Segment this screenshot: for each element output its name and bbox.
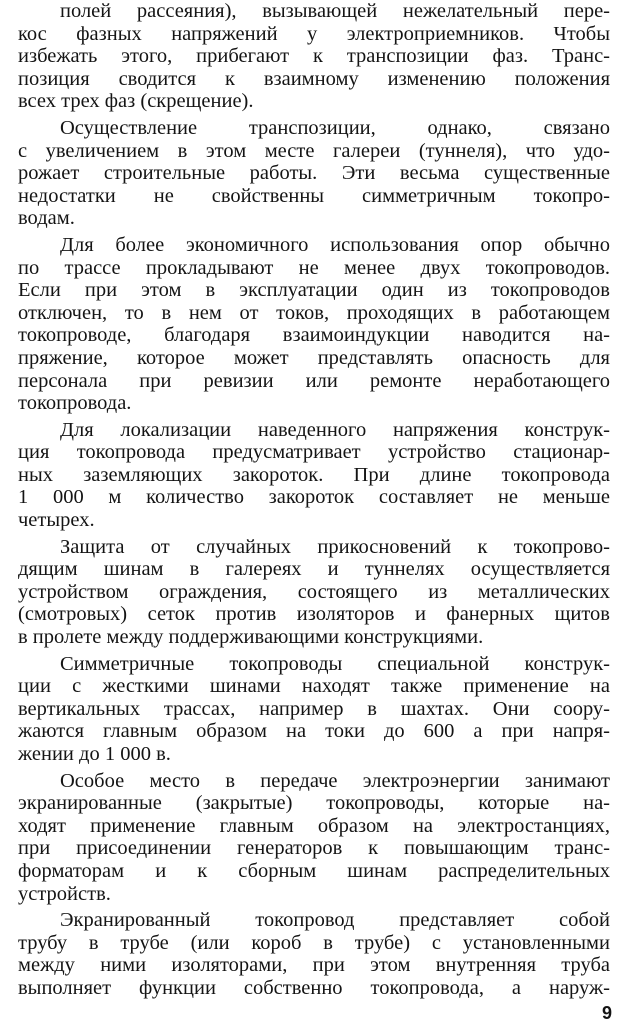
paragraph xyxy=(18,234,610,415)
paragraph xyxy=(18,419,610,532)
text-line: Особое место в передаче электроэнергии занимают xyxy=(60,769,610,792)
text-line: водам. xyxy=(18,207,75,230)
text-line: ции с жесткими шинами находят также применение на xyxy=(18,675,610,698)
text-line: трубу в трубе (или короб в трубе) с установленными xyxy=(18,931,610,954)
text-line: (смотровых) сеток против изоляторов и фанерных щитов xyxy=(18,603,610,626)
text-line: ция токопровода предусматривает устройство стационар- xyxy=(18,441,610,464)
text-line: с увеличением в этом месте галереи (туннеля), что удо- xyxy=(18,139,610,162)
text-line: выполняет функции собственно токопровода, а наруж- xyxy=(18,976,610,999)
text-line: Симметричные токопроводы специальной конструк- xyxy=(60,652,610,675)
text-line: пряжение, которое может представлять опасность для xyxy=(18,346,610,369)
text-line: устройством ограждения, состоящего из металлических xyxy=(18,580,610,603)
text-line: в пролете между поддерживающими конструкциями. xyxy=(18,626,484,649)
text-line: форматорам и к сборным шинам распределительных xyxy=(18,859,610,882)
text-line: устройств. xyxy=(18,882,111,905)
text-line: Для локализации наведенного напряжения конструк- xyxy=(60,418,610,441)
paragraph xyxy=(18,117,610,230)
page-body xyxy=(18,0,610,1004)
text-line: экранированные (закрытые) токопроводы, которые на- xyxy=(18,792,610,815)
text-line: дящим шинам в галереях и туннелях осуществляется xyxy=(18,558,610,581)
text-line: между ними изоляторами, при этом внутренняя труба xyxy=(18,954,610,977)
text-line: ных заземляющих закороток. При длине токопровода xyxy=(18,463,610,486)
text-line: токопровода. xyxy=(18,392,132,415)
text-line: рожает строительные работы. Эти весьма существенные xyxy=(18,162,610,185)
text-line: персонала при ревизии или ремонте неработающего xyxy=(18,369,610,392)
text-line: токопроводе, благодаря взаимоиндукции наводится на- xyxy=(18,324,610,347)
text-line: Если при этом в эксплуатации один из токопроводов xyxy=(18,279,610,302)
text-line: Защита от случайных прикосновений к токопрово- xyxy=(60,535,610,558)
text-line: при присоединении генераторов к повышающим транс- xyxy=(18,837,610,860)
text-line: отключен, то в нем от токов, проходящих в работающем xyxy=(18,301,610,324)
text-line: жении до 1 000 в. xyxy=(18,743,171,765)
page-number: 9 xyxy=(601,1003,612,1023)
text-line: Для более экономичного использования опор обычно xyxy=(60,233,610,256)
text-line: 1 000 м количество закороток составляет не меньше xyxy=(18,486,610,509)
text-line: по трассе прокладывают не менее двух токопроводов. xyxy=(18,256,610,279)
paragraph xyxy=(18,653,610,766)
text-line: ходят применение главным образом на электростанциях, xyxy=(18,814,610,837)
paragraph xyxy=(18,909,610,999)
text-line: избежать этого, прибегают к транспозиции фаз. Транс- xyxy=(18,45,610,68)
text-line: позиция сводится к взаимному изменению положения xyxy=(18,67,610,90)
text-line: Экранированный токопровод представляет собой xyxy=(60,909,610,932)
paragraph xyxy=(18,536,610,649)
text-line: недостатки не свойственны симметричным токопро- xyxy=(18,184,610,207)
text-line: вертикальных трассах, например в шахтах. Они соору- xyxy=(18,697,610,720)
text-line: всех трех фаз (скрещение). xyxy=(18,90,254,113)
paragraph xyxy=(18,770,610,906)
text-line: полей рассеяния), вызывающей нежелательный пере- xyxy=(60,0,610,22)
text-line: четырех. xyxy=(18,509,95,532)
text-line: кос фазных напряжений у электроприемников. Чтобы xyxy=(18,22,610,45)
text-line: жаются главным образом на токи до 600 а при напря- xyxy=(18,720,610,743)
paragraph xyxy=(18,0,610,113)
text-line: Осуществление транспозиции, однако, связано xyxy=(60,116,610,139)
